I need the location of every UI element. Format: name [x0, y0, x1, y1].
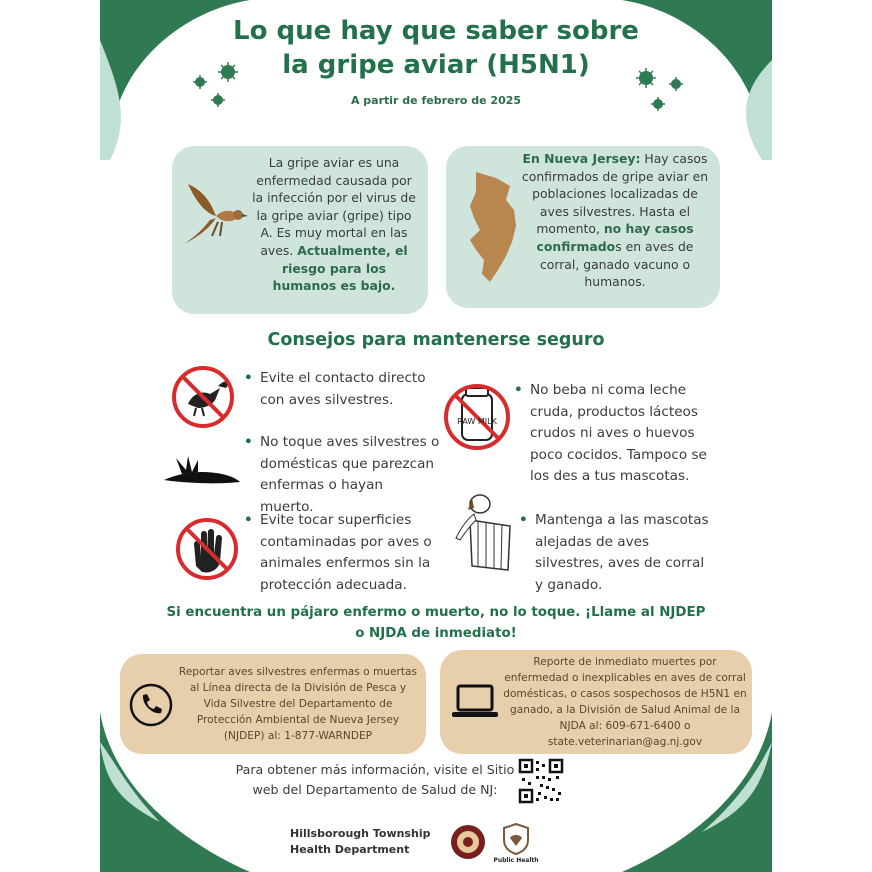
bullet-icon: •: [244, 370, 253, 386]
footer-line-2: Health Department: [290, 843, 410, 856]
nj-text: [520, 150, 710, 291]
intro-card: [172, 146, 428, 314]
nj-card: [446, 146, 720, 308]
phone-icon: [128, 682, 174, 728]
bullet-icon: •: [244, 434, 253, 450]
alert-message: [100, 602, 772, 644]
footer-line-1: Hillsborough Township: [290, 827, 431, 840]
intro-text: [250, 154, 418, 295]
report-wild-text: Reportar aves silvestres enfermas o muertas al Línea directa de la División de Pesca y Vida Silvestre del Departamento de Protección Ambiental de Nueva Jersey (NJDEP) al: 1-877-WARNDEP: [178, 666, 418, 742]
virus-icon-right: [630, 64, 690, 114]
flyer-page: [100, 0, 772, 872]
qr-code[interactable]: [518, 758, 564, 804]
public-health-logo: [493, 822, 539, 864]
tip-item-4: [514, 380, 716, 488]
alert-line-1: Si encuentra un pájaro enfermo o muerto, no lo toque. ¡Llame al NJDEP: [166, 605, 706, 620]
nj-text-1: Hay casos confirmados de gripe aviar en poblaciones localizadas de aves silvestres. Hasta el momento,: [521, 151, 709, 237]
tip-item-5: [519, 510, 715, 596]
no-touch-hand-icon: [174, 516, 240, 582]
subtitle-date: A partir de febrero de 2025: [350, 94, 522, 107]
more-info-text: Para obtener más información, visite el Sitio web del Departamento de Salud de NJ:: [235, 762, 515, 797]
tips-heading: Consejos para mantenerse seguro: [267, 330, 605, 350]
nj-label: En Nueva Jersey:: [522, 151, 641, 166]
tip-item-2: [244, 432, 440, 518]
footer-org: [290, 826, 430, 858]
raw-milk-label: RAW MILK: [457, 417, 497, 426]
alert-line-2: o NJDA de inmediato!: [355, 626, 517, 641]
intro-text-bold: Actualmente, el riesgo para los humanos es bajo.: [272, 242, 408, 294]
bullet-icon: •: [244, 512, 253, 528]
no-raw-milk-icon: [442, 382, 512, 452]
report-domestic-text: Reporte de inmediato muertes por enfermedad o inexplicables en aves de corral domésticas, o casos sospechosos de H5N1 en ganado, a la División de Salud Animal de la NJDA al: 609-671-6400 o state.veterinarian@ag.nj.gov: [503, 656, 747, 748]
bullet-icon: •: [514, 382, 523, 398]
new-jersey-map-icon: [466, 170, 522, 286]
tip-text-2: No toque aves silvestres o domésticas que parezcan enfermas o hayan muerto.: [260, 434, 440, 515]
tip-item-1: [244, 368, 428, 411]
bullet-icon: •: [519, 512, 528, 528]
nj-text-2: s en aves de corral, ganado vacuno o humanos.: [539, 238, 694, 290]
report-wild-card: [120, 654, 426, 754]
tip-text-4: No beba ni coma leche cruda, productos lácteos crudos ni aves o huevos poco cocidos. Tampoco se los des a tus mascotas.: [530, 382, 707, 484]
title-line-2: la gripe aviar (H5N1): [282, 50, 590, 80]
virus-icon-left: [188, 60, 248, 110]
tip-item-3: [244, 510, 440, 596]
tip-text-3: Evite tocar superficies contaminadas por aves o animales enfermos sin la protección adecuada.: [260, 512, 432, 593]
no-bird-contact-icon: [170, 364, 236, 430]
tip-text-1: Evite el contacto directo con aves silvestres.: [260, 370, 426, 408]
public-health-label: Public Health: [493, 857, 539, 864]
laptop-icon: [450, 684, 500, 720]
township-seal-logo: [450, 824, 486, 860]
tip-text-5: Mantenga a las mascotas alejadas de aves silvestres, aves de corral y ganado.: [535, 512, 709, 593]
title-line-1: Lo que hay que saber sobre: [233, 16, 639, 46]
dead-bird-icon: [162, 454, 242, 488]
dog-fence-icon: [450, 490, 514, 572]
intro-text-plain: La gripe aviar es una enfermedad causada por la infección por el virus de la gripe aviar (gripe) tipo A. Es muy mortal en las aves.: [252, 155, 416, 258]
nj-bold-1: no hay casos confirmado: [536, 221, 694, 254]
bird-icon: [178, 178, 252, 254]
report-domestic-card: [440, 650, 752, 754]
